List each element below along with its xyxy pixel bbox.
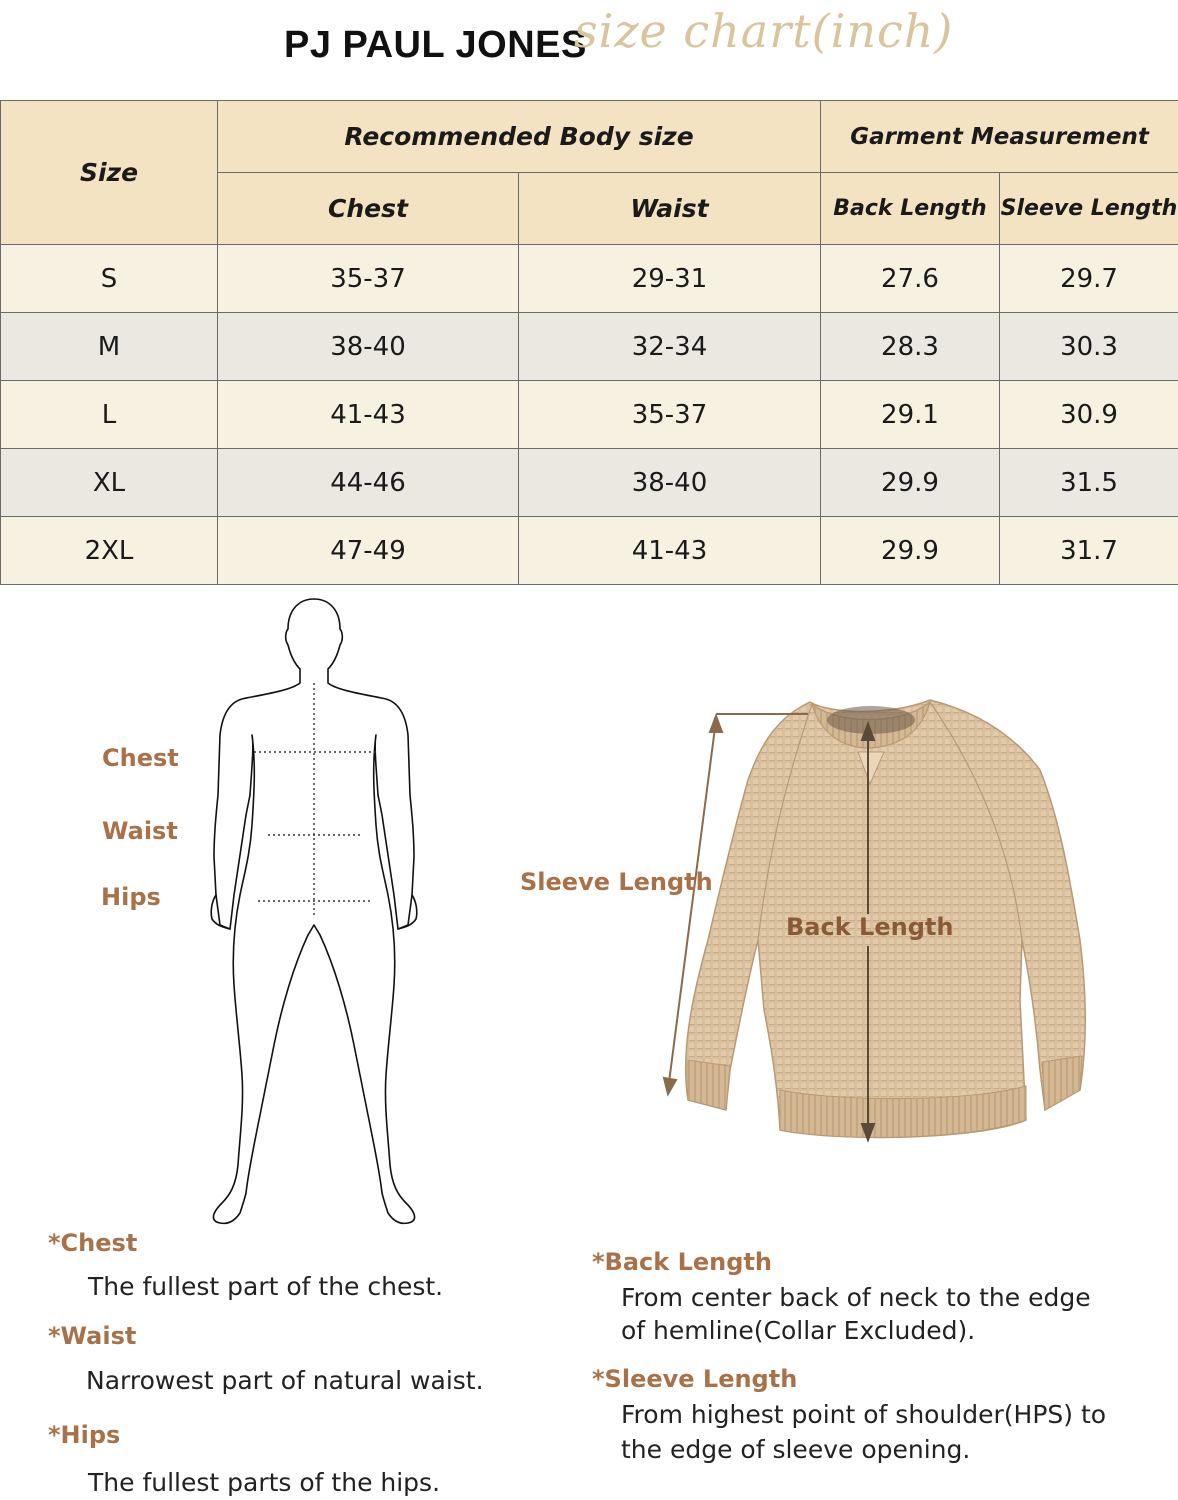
chart-title: [0, 0, 1178, 100]
cell-back-length: 27.6: [821, 245, 1000, 313]
garment-measurement-header: Garment Measurement: [821, 101, 1178, 173]
cell-sleeve-length: 31.7: [1000, 517, 1178, 585]
cell-waist: 35-37: [519, 381, 821, 449]
size-header: Size: [1, 101, 218, 245]
cell-chest: 38-40: [218, 313, 519, 381]
cell-back-length: 28.3: [821, 313, 1000, 381]
cell-waist: 32-34: [519, 313, 821, 381]
def-sleeve-length-line2: the edge of sleeve opening.: [621, 1435, 971, 1464]
cell-sleeve-length: 30.9: [1000, 381, 1178, 449]
size-chart-script: size chart(inch): [574, 4, 954, 58]
def-chest-heading: *Chest: [48, 1229, 138, 1257]
def-back-length-line2: of hemline(Collar Excluded).: [621, 1316, 976, 1345]
cell-chest: 35-37: [218, 245, 519, 313]
cell-chest: 44-46: [218, 449, 519, 517]
col-back-length: Back Length: [821, 173, 1000, 245]
garment-label-back: Back Length: [786, 913, 954, 941]
table-row: [1, 381, 1178, 449]
def-back-length-heading: *Back Length: [592, 1248, 772, 1276]
def-waist-heading: *Waist: [48, 1322, 137, 1350]
cell-waist: 38-40: [519, 449, 821, 517]
col-sleeve-length: Sleeve Length: [1000, 173, 1178, 245]
cell-back-length: 29.9: [821, 449, 1000, 517]
col-chest: Chest: [218, 173, 519, 245]
cell-waist: 41-43: [519, 517, 821, 585]
cell-size: M: [1, 313, 218, 381]
def-back-length-line1: From center back of neck to the edge: [621, 1283, 1091, 1312]
body-label-chest: Chest: [102, 744, 179, 772]
table-row: [1, 313, 1178, 381]
body-label-waist: Waist: [102, 817, 178, 845]
cell-waist: 29-31: [519, 245, 821, 313]
table-row: [1, 449, 1178, 517]
cell-sleeve-length: 31.5: [1000, 449, 1178, 517]
table-row: [1, 245, 1178, 313]
garment-label-sleeve: Sleeve Length: [520, 868, 713, 896]
cell-size: 2XL: [1, 517, 218, 585]
body-size-header: Recommended Body size: [218, 101, 821, 173]
cell-size: L: [1, 381, 218, 449]
cell-size: XL: [1, 449, 218, 517]
cell-sleeve-length: 29.7: [1000, 245, 1178, 313]
size-chart-table: [0, 100, 1178, 585]
def-hips-text: The fullest parts of the hips.: [88, 1468, 441, 1497]
cell-chest: 41-43: [218, 381, 519, 449]
body-label-hips: Hips: [101, 883, 161, 911]
col-waist: Waist: [519, 173, 821, 245]
cell-sleeve-length: 30.3: [1000, 313, 1178, 381]
body-outline-figure: [190, 595, 450, 1235]
def-sleeve-length-line1: From highest point of shoulder(HPS) to: [621, 1400, 1107, 1429]
brand-name: PJ PAUL JONES: [284, 24, 587, 66]
cell-back-length: 29.1: [821, 381, 1000, 449]
cell-chest: 47-49: [218, 517, 519, 585]
cell-back-length: 29.9: [821, 517, 1000, 585]
table-row: [1, 517, 1178, 585]
def-hips-heading: *Hips: [48, 1421, 121, 1449]
cell-size: S: [1, 245, 218, 313]
def-waist-text: Narrowest part of natural waist.: [86, 1366, 484, 1395]
def-chest-text: The fullest part of the chest.: [88, 1272, 444, 1301]
def-sleeve-length-heading: *Sleeve Length: [592, 1365, 798, 1393]
